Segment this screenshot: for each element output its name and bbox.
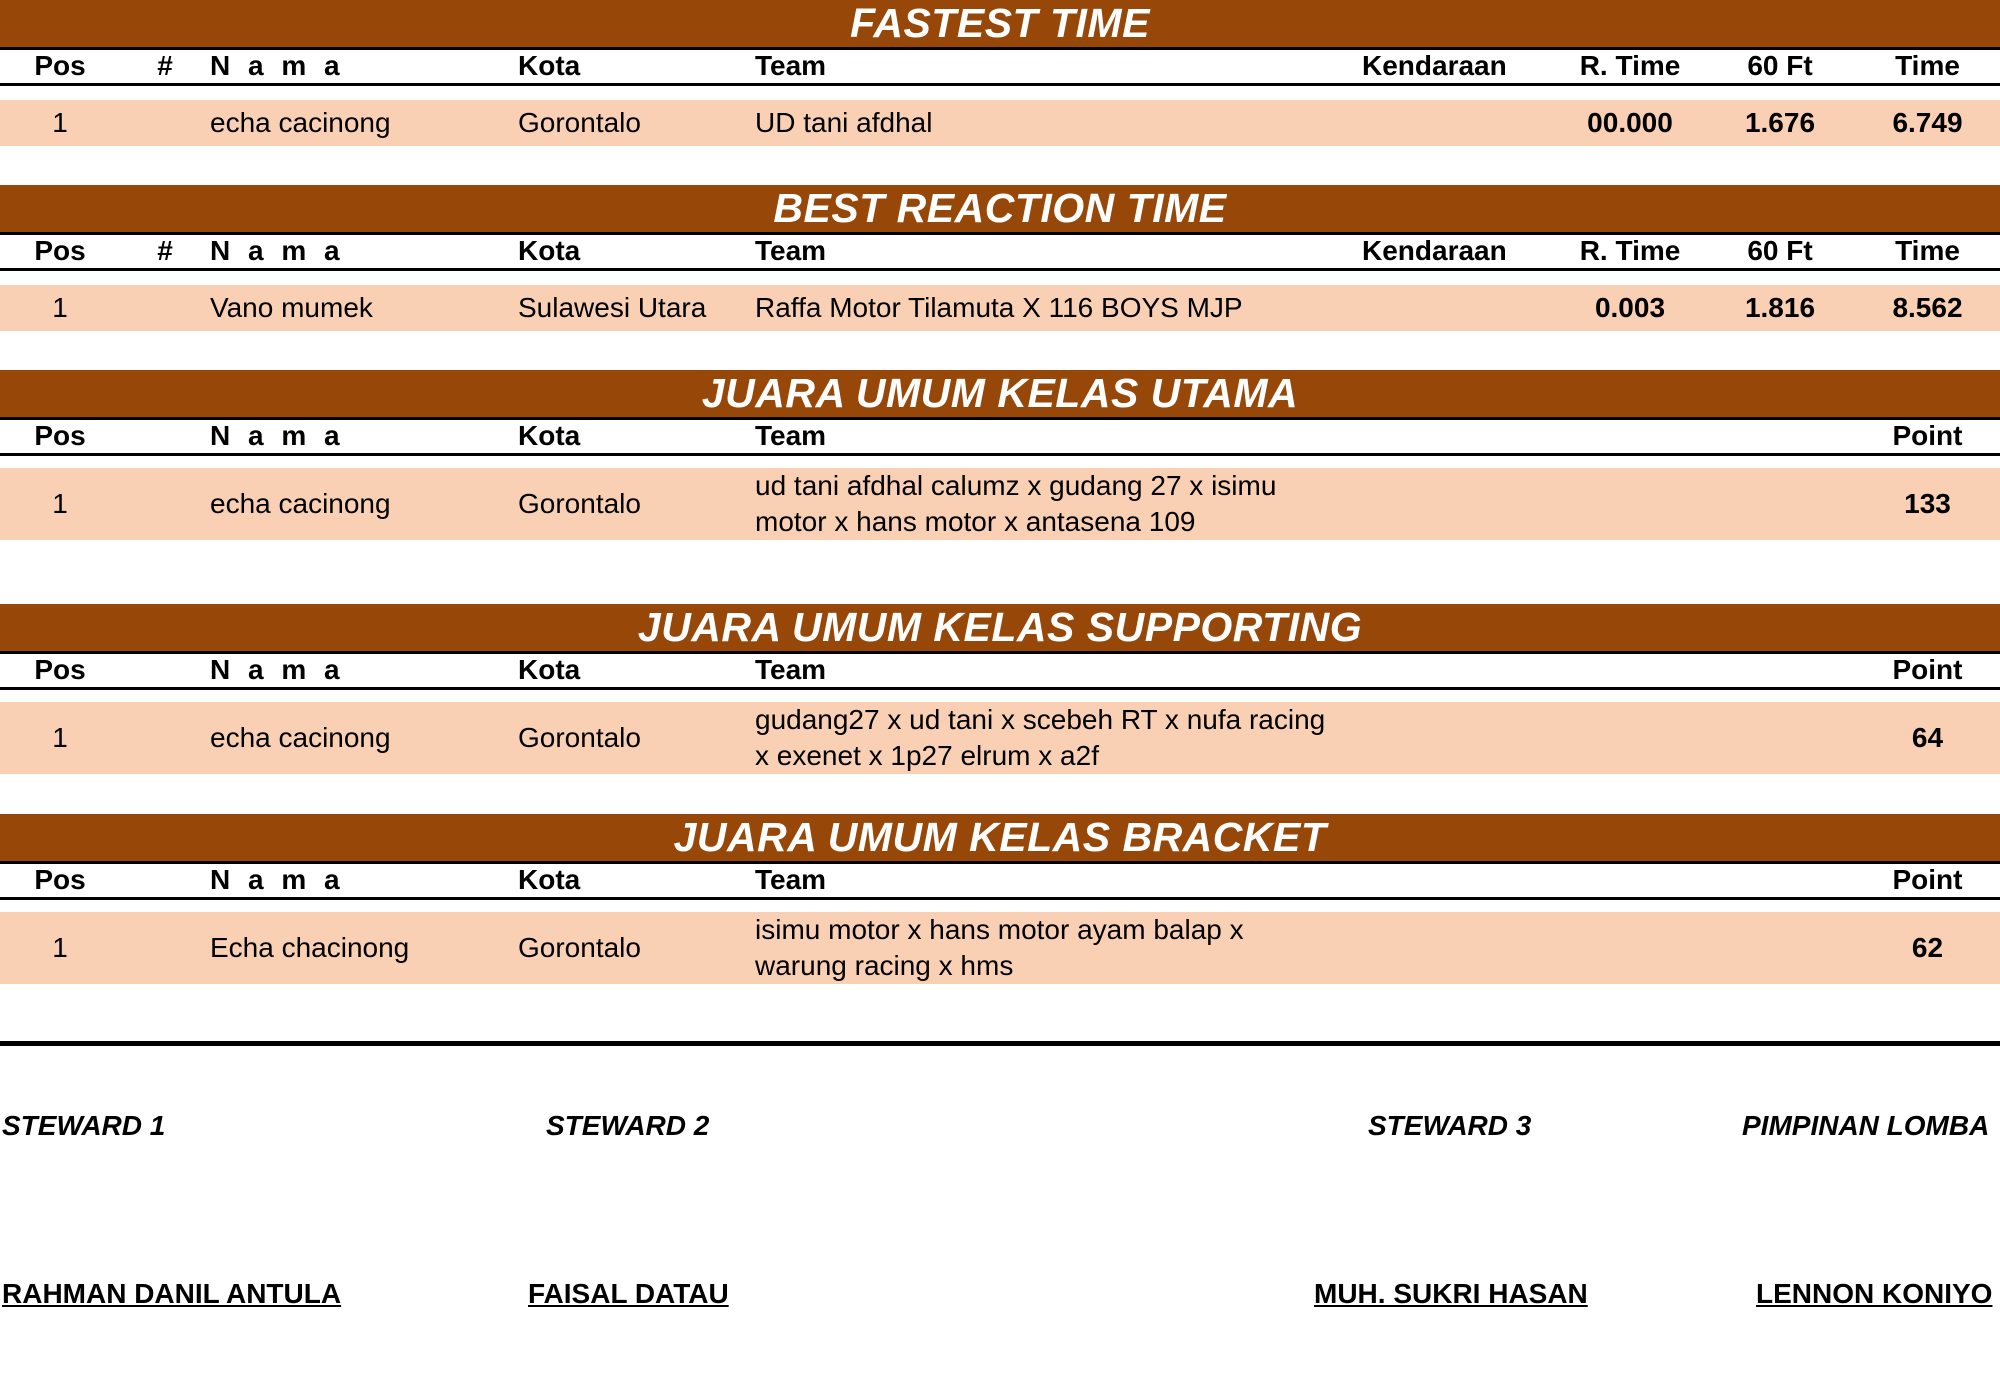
table-row xyxy=(0,468,2000,540)
col-time: Time xyxy=(1895,50,1960,81)
col-kota: Kota xyxy=(518,420,581,451)
row-rtime: 0.003 xyxy=(1594,292,1666,323)
section-title-fastest-time: FASTEST TIME xyxy=(0,0,2000,47)
section-title-kelas-bracket: JUARA UMUM KELAS BRACKET xyxy=(0,814,2000,861)
col-number: # xyxy=(157,50,173,81)
row-nama: echa cacinong xyxy=(210,107,391,138)
col-kota: Kota xyxy=(518,235,581,266)
section-title-best-reaction-time: BEST REACTION TIME xyxy=(0,185,2000,232)
table-header xyxy=(0,417,2000,456)
col-nama: N a m a xyxy=(210,654,345,685)
row-time: 8.562 xyxy=(1892,292,1963,323)
row-time: 6.749 xyxy=(1892,107,1963,138)
row-team-line-2: motor x hans motor x antasena 109 xyxy=(755,506,1196,537)
row-team: Raffa Motor Tilamuta X 116 BOYS MJP xyxy=(755,292,1243,323)
row-pos: 1 xyxy=(52,722,68,753)
row-team-line-2: warung racing x hms xyxy=(755,950,1014,981)
table-header xyxy=(0,232,2000,271)
col-nama: N a m a xyxy=(210,420,345,451)
table-header xyxy=(0,47,2000,86)
signature-divider xyxy=(0,1041,2000,1046)
col-nama: N a m a xyxy=(210,864,345,895)
col-rtime: R. Time xyxy=(1579,50,1681,81)
row-kota: Gorontalo xyxy=(518,722,641,753)
row-pos: 1 xyxy=(52,292,68,323)
row-team-line-1: ud tani afdhal calumz x gudang 27 x isimu xyxy=(755,470,1277,501)
col-kota: Kota xyxy=(518,864,581,895)
col-team: Team xyxy=(755,420,827,451)
row-kota: Gorontalo xyxy=(518,932,641,963)
signature-role-steward-2: STEWARD 2 xyxy=(546,1110,710,1141)
col-nama: N a m a xyxy=(210,50,345,81)
col-60ft: 60 Ft xyxy=(1747,235,1813,266)
signature-role-pimpinan-lomba: PIMPINAN LOMBA xyxy=(1742,1110,1990,1141)
table-row xyxy=(0,702,2000,774)
col-pos: Pos xyxy=(34,235,86,266)
signature-name-steward-2: FAISAL DATAU xyxy=(528,1278,729,1309)
col-team: Team xyxy=(755,235,827,266)
col-number: # xyxy=(157,235,173,266)
signature-role-steward-3: STEWARD 3 xyxy=(1368,1110,1532,1141)
row-point: 62 xyxy=(1911,932,1944,963)
col-point: Point xyxy=(1892,420,1963,451)
signature-name-steward-3: MUH. SUKRI HASAN xyxy=(1314,1278,1588,1309)
col-kota: Kota xyxy=(518,50,581,81)
signature-name-pimpinan-lomba: LENNON KONIYO xyxy=(1756,1278,1993,1309)
row-team-line-2: x exenet x 1p27 elrum x a2f xyxy=(755,740,1099,771)
signature-role-steward-1: STEWARD 1 xyxy=(2,1110,166,1141)
col-pos: Pos xyxy=(34,654,86,685)
col-nama: N a m a xyxy=(210,235,345,266)
row-pos: 1 xyxy=(52,932,68,963)
section-title-kelas-supporting: JUARA UMUM KELAS SUPPORTING xyxy=(0,604,2000,651)
row-rtime: 00.000 xyxy=(1587,107,1673,138)
row-team-line-1: isimu motor x hans motor ayam balap x xyxy=(755,914,1244,945)
col-pos: Pos xyxy=(34,50,86,81)
col-team: Team xyxy=(755,50,827,81)
row-team-line-1: gudang27 x ud tani x scebeh RT x nufa racing xyxy=(755,704,1326,735)
col-point: Point xyxy=(1892,654,1963,685)
col-team: Team xyxy=(755,864,827,895)
row-nama: echa cacinong xyxy=(210,488,391,519)
col-point: Point xyxy=(1892,864,1963,895)
signature-name-steward-1: RAHMAN DANIL ANTULA xyxy=(2,1278,342,1309)
row-point: 64 xyxy=(1911,722,1944,753)
row-60ft: 1.816 xyxy=(1744,292,1816,323)
row-pos: 1 xyxy=(52,107,68,138)
col-kendaraan: Kendaraan xyxy=(1362,235,1507,266)
row-nama: Vano mumek xyxy=(210,292,373,323)
col-pos: Pos xyxy=(34,864,86,895)
col-pos: Pos xyxy=(34,420,86,451)
row-pos: 1 xyxy=(52,488,68,519)
table-header xyxy=(0,651,2000,690)
row-team: UD tani afdhal xyxy=(755,107,933,138)
col-time: Time xyxy=(1895,235,1960,266)
col-60ft: 60 Ft xyxy=(1747,50,1813,81)
row-kota: Gorontalo xyxy=(518,488,641,519)
table-row xyxy=(0,912,2000,984)
section-title-kelas-utama: JUARA UMUM KELAS UTAMA xyxy=(0,370,2000,417)
row-kota: Sulawesi Utara xyxy=(518,292,707,323)
col-rtime: R. Time xyxy=(1579,235,1681,266)
col-kendaraan: Kendaraan xyxy=(1362,50,1507,81)
col-kota: Kota xyxy=(518,654,581,685)
table-header xyxy=(0,861,2000,900)
row-nama: echa cacinong xyxy=(210,722,391,753)
row-kota: Gorontalo xyxy=(518,107,641,138)
row-point: 133 xyxy=(1904,488,1951,519)
row-nama: Echa chacinong xyxy=(210,932,410,963)
col-team: Team xyxy=(755,654,827,685)
row-60ft: 1.676 xyxy=(1744,107,1816,138)
table-row xyxy=(0,285,2000,331)
table-row xyxy=(0,100,2000,146)
